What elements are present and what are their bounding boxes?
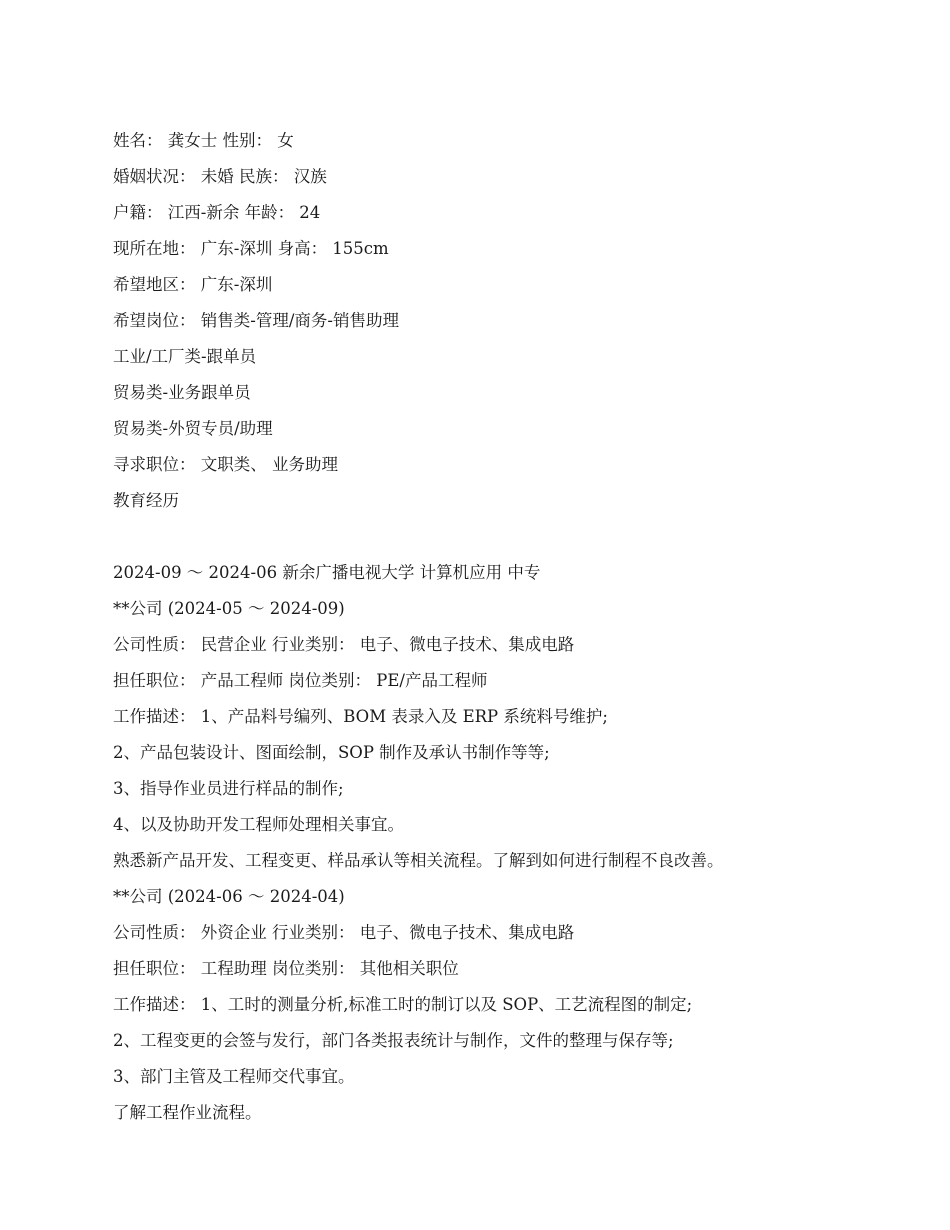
company-2-duty-2: 2、工程变更的会签与发行，部门各类报表统计与制作，文件的整理与保存等; — [113, 1031, 674, 1050]
company-2-position: 担任职位： 工程助理 岗位类别： 其他相关职位 — [113, 959, 459, 978]
company-1-summary: 熟悉新产品开发、工程变更、样品承认等相关流程。了解到如何进行制程不良改善。 — [113, 851, 724, 870]
company-1-duty-1: 工作描述： 1、产品料号编列、BOM 表录入及 ERP 系统料号维护; — [113, 707, 608, 726]
company-2-nature-industry: 公司性质： 外资企业 行业类别： 电子、微电子技术、集成电路 — [113, 923, 575, 942]
desired-position-item: 贸易类-外贸专员/助理 — [113, 419, 273, 438]
company-2-duty-1: 工作描述： 1、工时的测量分析,标准工时的制订以及 SOP、工艺流程图的制定; — [113, 995, 693, 1014]
marital-ethnicity-line: 婚姻状况： 未婚 民族： 汉族 — [113, 167, 327, 186]
hukou-age-line: 户籍： 江西-新余 年龄： 24 — [113, 203, 321, 222]
company-1-duty-3: 3、指导作业员进行样品的制作; — [113, 779, 344, 798]
education-heading: 教育经历 — [113, 491, 179, 510]
company-2-header: **公司 (2024-06 ～ 2024-04) — [113, 887, 345, 906]
company-1-position: 担任职位： 产品工程师 岗位类别： PE/产品工程师 — [113, 671, 488, 690]
name-gender-line: 姓名： 龚女士 性别： 女 — [113, 131, 294, 150]
company-2-duty-3: 3、部门主管及工程师交代事宜。 — [113, 1067, 355, 1086]
desired-region-line: 希望地区： 广东-深圳 — [113, 275, 273, 294]
location-height-line: 现所在地： 广东-深圳 身高： 155cm — [113, 239, 389, 258]
company-1-duty-4: 4、以及协助开发工程师处理相关事宜。 — [113, 815, 404, 834]
company-2-summary: 了解工程作业流程。 — [113, 1103, 262, 1122]
company-1-duty-2: 2、产品包装设计、图面绘制，SOP 制作及承认书制作等等; — [113, 743, 550, 762]
desired-position-item: 工业/工厂类-跟单员 — [113, 347, 257, 366]
desired-position-item: 贸易类-业务跟单员 — [113, 383, 251, 402]
spacer — [113, 519, 913, 555]
company-1-header: **公司 (2024-05 ～ 2024-09) — [113, 599, 345, 618]
company-1-nature-industry: 公司性质： 民营企业 行业类别： 电子、微电子技术、集成电路 — [113, 635, 575, 654]
education-entry: 2024-09 ～ 2024-06 新余广播电视大学 计算机应用 中专 — [113, 563, 541, 582]
sought-job-line: 寻求职位： 文职类、 业务助理 — [113, 455, 338, 474]
resume-document — [113, 123, 913, 1131]
desired-position-line: 希望岗位： 销售类-管理/商务-销售助理 — [113, 311, 399, 330]
